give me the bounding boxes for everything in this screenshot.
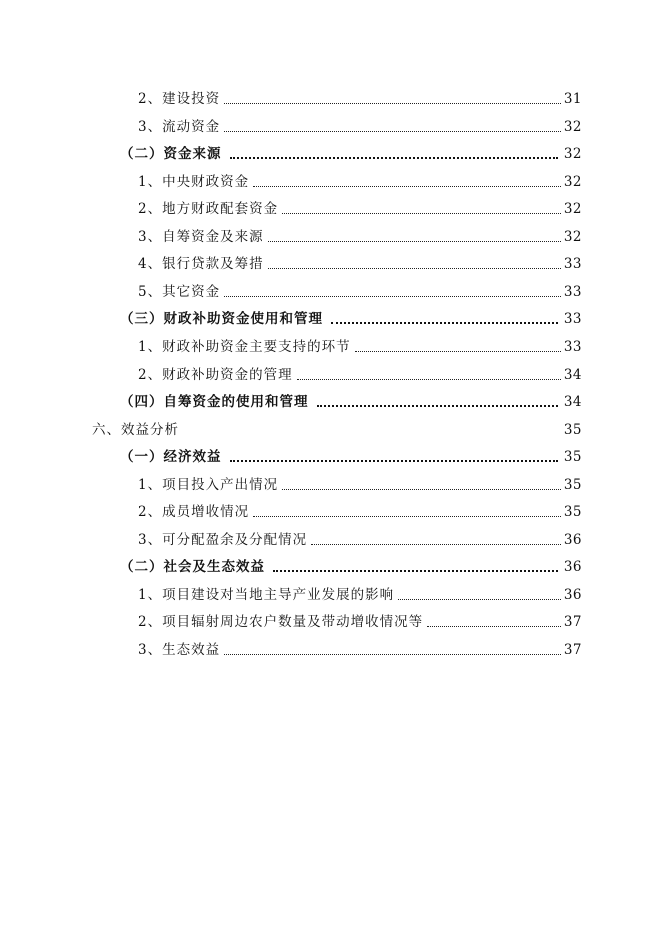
toc-entry-label: 3、流动资金 — [138, 118, 221, 135]
toc-entry-label: 5、其它资金 — [138, 283, 221, 300]
toc-page-number: 32 — [563, 118, 582, 135]
toc-dot-leader — [224, 103, 561, 104]
toc-entry[interactable] — [138, 580, 582, 604]
toc-entry[interactable] — [138, 112, 582, 136]
toc-page-number: 35 — [563, 504, 582, 521]
toc-entry[interactable] — [138, 635, 582, 659]
toc-entry-label: 2、建设投资 — [138, 91, 221, 107]
toc-page-number: 32 — [563, 146, 582, 163]
toc-dot-leader — [224, 131, 561, 132]
toc-page-number: 31 — [563, 91, 582, 107]
toc-dot-leader — [355, 351, 561, 352]
toc-page-number: 35 — [563, 476, 582, 493]
toc-entry-label: （二）资金来源 — [120, 146, 222, 163]
toc-page-number: 33 — [563, 311, 582, 328]
toc-page-number: 35 — [563, 421, 582, 438]
toc-page-number: 33 — [563, 256, 582, 273]
toc-page-number: 33 — [563, 338, 582, 355]
toc-entry[interactable] — [138, 497, 582, 521]
toc-dot-leader — [297, 379, 561, 380]
toc-entry-label: 1、项目投入产出情况 — [138, 476, 279, 493]
toc-entry-label: 1、项目建设对当地主导产业发展的影响 — [138, 586, 395, 603]
toc-page-number: 33 — [563, 283, 582, 300]
toc-dot-leader — [282, 213, 561, 214]
toc-entry[interactable] — [138, 332, 582, 356]
toc-page-number: 36 — [563, 531, 582, 548]
toc-entry-label: 4、银行贷款及筹措 — [138, 256, 264, 273]
toc-entry[interactable] — [138, 194, 582, 218]
toc-entry-label: 2、项目辐射周边农户数量及带动增收情况等 — [138, 614, 424, 631]
toc-entry-label: 3、可分配盈余及分配情况 — [138, 531, 308, 548]
toc-entry[interactable] — [138, 249, 582, 273]
toc-entry[interactable] — [138, 525, 582, 549]
toc-entry[interactable] — [120, 304, 582, 328]
toc-entry-label: 2、成员增收情况 — [138, 504, 250, 521]
toc-dot-leader — [253, 516, 561, 517]
toc-dot-leader — [317, 405, 558, 407]
toc-entry-label: （二）社会及生态效益 — [120, 559, 265, 576]
toc-page-number: 36 — [563, 559, 582, 576]
toc-page-number: 37 — [563, 614, 582, 631]
toc-entry[interactable] — [120, 387, 582, 411]
toc-dot-leader — [224, 654, 561, 655]
toc-page-number: 36 — [563, 586, 582, 603]
toc-dot-leader — [253, 186, 561, 187]
toc-page-number: 34 — [563, 394, 582, 411]
toc-entry[interactable] — [120, 552, 582, 576]
toc-page-number: 32 — [563, 228, 582, 245]
toc-entry[interactable] — [120, 139, 582, 163]
toc-dot-leader — [268, 241, 561, 242]
toc-dot-leader — [282, 489, 561, 490]
toc-entry[interactable] — [138, 167, 582, 191]
toc-dot-leader — [311, 544, 561, 545]
toc-dot-leader — [224, 296, 561, 297]
toc-page-number: 35 — [563, 449, 582, 466]
toc-entry-label: 2、地方财政配套资金 — [138, 201, 279, 218]
toc-entry[interactable] — [120, 442, 582, 466]
toc-dot-leader — [268, 268, 561, 269]
toc-dot-leader — [230, 157, 558, 159]
toc-dot-leader — [398, 599, 561, 600]
toc-entry-label: （四）自筹资金的使用和管理 — [120, 394, 309, 411]
toc-page-number: 37 — [563, 642, 582, 658]
toc-dot-leader — [427, 626, 561, 627]
toc-entry[interactable] — [138, 470, 582, 494]
toc-entry-label: 2、财政补助资金的管理 — [138, 366, 293, 383]
toc-page-number: 32 — [563, 201, 582, 218]
toc-page-number: 32 — [563, 173, 582, 190]
toc-entry[interactable] — [138, 222, 582, 246]
toc-entry[interactable] — [92, 415, 582, 439]
toc-entry-label: （一）经济效益 — [120, 449, 222, 466]
toc-entry-label: 六、效益分析 — [92, 421, 179, 438]
toc-dot-leader — [230, 460, 558, 462]
toc-entry[interactable] — [138, 360, 582, 384]
toc-entry-label: 1、财政补助资金主要支持的环节 — [138, 338, 351, 355]
toc-entry-label: （三）财政补助资金使用和管理 — [120, 311, 323, 328]
toc-entry-label: 1、中央财政资金 — [138, 173, 250, 190]
toc-page-number: 34 — [563, 366, 582, 383]
toc-entry-label: 3、生态效益 — [138, 642, 221, 658]
toc-dot-leader — [273, 570, 558, 572]
toc-dot-leader — [331, 322, 558, 324]
toc-entry[interactable] — [138, 607, 582, 631]
toc-entry[interactable] — [138, 84, 582, 108]
toc-entry-label: 3、自筹资金及来源 — [138, 228, 264, 245]
toc-entry[interactable] — [138, 277, 582, 301]
